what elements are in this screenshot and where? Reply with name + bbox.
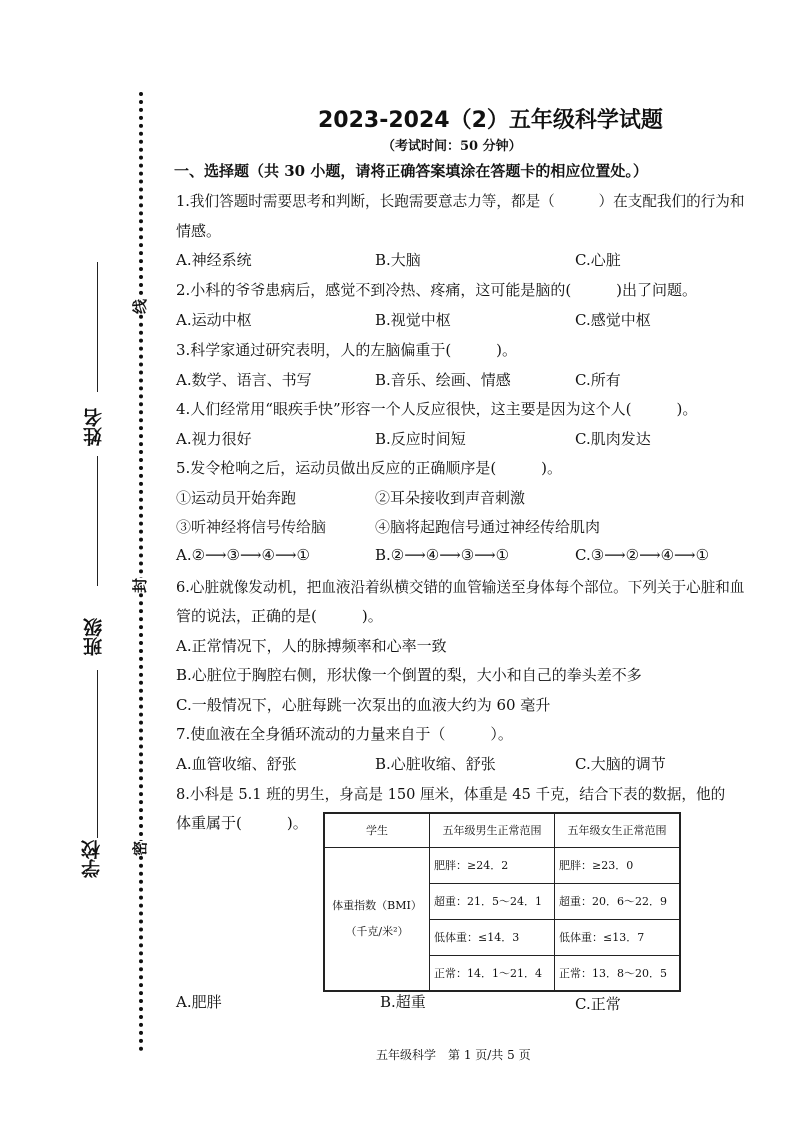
school-label: 学校 [81, 840, 103, 878]
q5-option-b: B.②⟶④⟶③⟶① [375, 546, 510, 564]
bmi-girls-underweight: 低体重：≤13．7 [555, 919, 681, 955]
question-8: 8.小科是 5.1 班的男生，身高是 150 厘米，体重是 45 千克，结合下表的数据，他的 [176, 786, 726, 803]
q8-option-c: C.正常 [575, 995, 621, 1013]
q3-option-a: A.数学、语言、书写 [176, 371, 312, 389]
class-label: 班级 [83, 618, 105, 656]
seal-mark-dense: 密 [131, 840, 150, 857]
q8-option-a: A.肥胖 [176, 993, 222, 1011]
q1-option-a: A.神经系统 [176, 251, 252, 269]
q4-option-a: A.视力很好 [176, 430, 252, 448]
q5-step-1: ①运动员开始奔跑 [176, 489, 297, 507]
q6-option-b: B.心脏位于胸腔右侧，形状像一个倒置的梨，大小和自己的拳头差不多 [176, 666, 642, 684]
q5-step-2: ②耳朵接收到声音刺激 [375, 489, 526, 507]
exam-time: （考试时间：50 分钟） [382, 139, 522, 154]
q5-option-a: A.②⟶③⟶④⟶① [176, 546, 310, 564]
seal-mark-line: 线 [131, 298, 150, 315]
name-label: 姓名 [83, 408, 105, 446]
q6-option-c: C.一般情况下，心脏每跳一次泵出的血液大约为 60 毫升 [176, 696, 551, 714]
section-heading: 一、选择题（共 30 小题，请将正确答案填涂在答题卡的相应位置处。） [174, 162, 648, 180]
bmi-boys-obese: 肥胖：≥24．2 [430, 847, 555, 883]
q7-option-a: A.血管收缩、舒张 [176, 755, 297, 773]
q7-option-c: C.大脑的调节 [575, 755, 666, 773]
q4-option-b: B.反应时间短 [375, 430, 466, 448]
bmi-boys-overweight: 超重：21．5～24．1 [430, 883, 555, 919]
q4-option-c: C.肌肉发达 [575, 430, 651, 448]
question-6: 6.心脏就像发动机，把血液沿着纵横交错的血管输送至身体每个部位。下列关于心脏和血 [176, 579, 745, 596]
q5-step-4: ④脑将起跑信号通过神经传给肌肉 [375, 518, 601, 536]
page-footer: 五年级科学 第 1 页/共 5 页 [376, 1048, 531, 1062]
q5-step-3: ③听神经将信号传给脑 [176, 518, 327, 536]
q8-option-b: B.超重 [380, 993, 426, 1011]
bmi-boys-underweight: 低体重：≤14．3 [430, 919, 555, 955]
question-6-cont: 管的说法，正确的是( )。 [176, 607, 383, 625]
name-field-line [97, 456, 98, 586]
q1-option-c: C.心脏 [575, 251, 621, 269]
bmi-header-girls: 五年级女生正常范围 [555, 813, 681, 847]
bmi-table [323, 812, 681, 992]
question-1: 1.我们答题时需要思考和判断，长跑需要意志力等，都是（ ）在支配我们的行为和 [176, 193, 745, 210]
q2-option-c: C.感觉中枢 [575, 311, 651, 329]
bmi-girls-obese: 肥胖：≥23．0 [555, 847, 681, 883]
page-title: 2023-2024（2）五年级科学试题 [318, 108, 663, 133]
question-3: 3.科学家通过研究表明，人的左脑偏重于( )。 [176, 341, 518, 359]
question-7: 7.使血液在全身循环流动的力量来自于（ ）。 [176, 725, 513, 743]
q3-option-c: C.所有 [575, 371, 621, 389]
class-underline [97, 670, 98, 838]
bmi-girls-normal: 正常：13．8～20．5 [555, 955, 681, 991]
question-2: 2.小科的爷爷患病后，感觉不到冷热、疼痛，这可能是脑的( )出了问题。 [176, 281, 698, 299]
q2-option-a: A.运动中枢 [176, 311, 252, 329]
bmi-girls-overweight: 超重：20．6～22．9 [555, 883, 681, 919]
bmi-row-label-line1: 体重指数（BMI） [332, 898, 422, 912]
question-4: 4.人们经常用“眼疾手快”形容一个人反应很快，这主要是因为这个人( )。 [176, 400, 698, 418]
bmi-row-label [324, 847, 430, 991]
q6-option-a: A.正常情况下，人的脉搏频率和心率一致 [176, 637, 447, 655]
q5-option-c: C.③⟶②⟶④⟶① [575, 546, 710, 564]
bmi-header-student: 学生 [324, 813, 430, 847]
bmi-row-label-line2: （千克/米²） [345, 924, 409, 938]
name-underline [97, 262, 98, 392]
seal-mark-seal: 封 [131, 577, 150, 594]
q3-option-b: B.音乐、绘画、情感 [375, 371, 511, 389]
binding-dotted-line [139, 92, 143, 1052]
question-8-cont: 体重属于( )。 [176, 814, 308, 832]
q1-option-b: B.大脑 [375, 251, 421, 269]
q2-option-b: B.视觉中枢 [375, 311, 451, 329]
question-5: 5.发令枪响之后，运动员做出反应的正确顺序是( )。 [176, 459, 563, 477]
question-1-cont: 情感。 [176, 222, 222, 240]
bmi-header-boys: 五年级男生正常范围 [430, 813, 555, 847]
q7-option-b: B.心脏收缩、舒张 [375, 755, 496, 773]
bmi-boys-normal: 正常：14．1～21．4 [430, 955, 555, 991]
